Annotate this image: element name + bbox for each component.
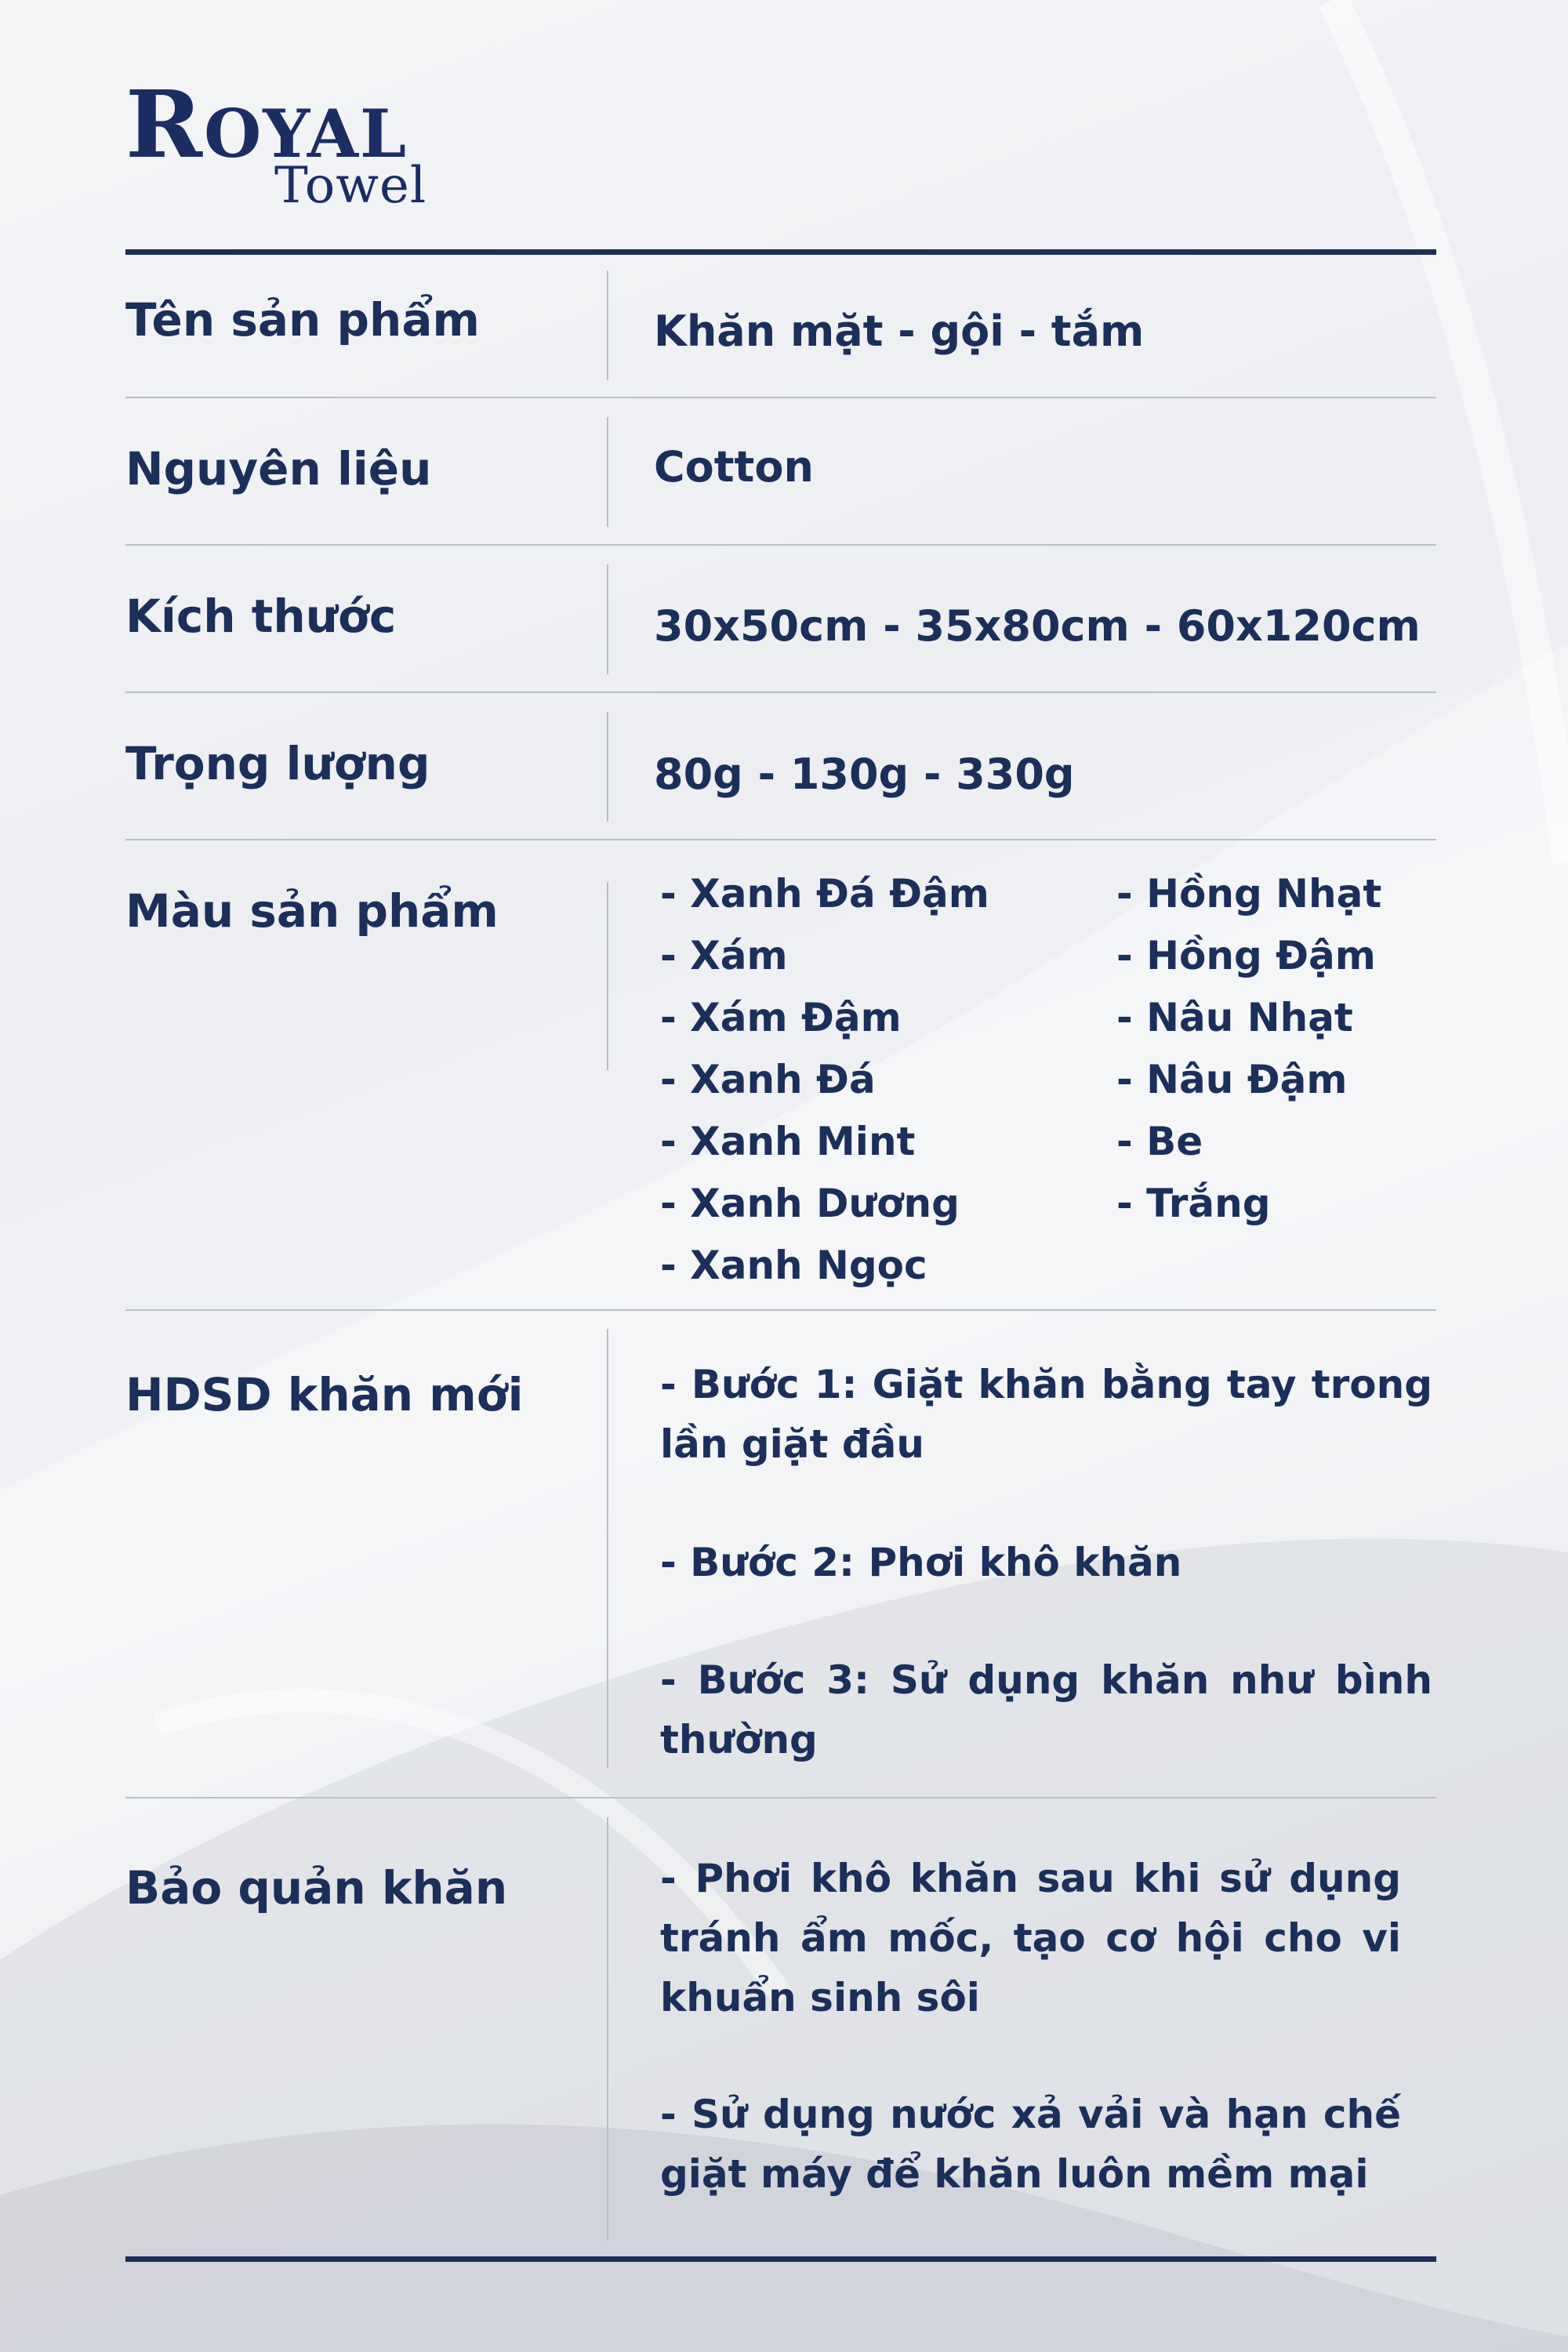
- care-item: - Sử dụng nước xả vải và hạn chế giặt máy để khăn luôn mềm mại: [660, 2092, 1401, 2197]
- label-colors: Màu sản phẩm: [125, 884, 499, 938]
- column-divider: [607, 270, 608, 380]
- color-item: - Xanh Đá: [660, 1057, 876, 1102]
- column-divider: [607, 417, 608, 527]
- color-item: - Nâu Nhạt: [1116, 995, 1353, 1040]
- label-product-name: Tên sản phẩm: [125, 293, 480, 347]
- color-item: - Xanh Ngọc: [660, 1243, 927, 1288]
- color-item: - Xám: [660, 933, 788, 978]
- row-divider: [125, 1797, 1436, 1798]
- color-column-right: [1116, 866, 1381, 1238]
- value-size: 30x50cm - 35x80cm - 60x120cm: [654, 601, 1421, 651]
- label-weight: Trọng lượng: [125, 737, 430, 790]
- logo-towel: Towel: [274, 157, 427, 215]
- row-divider: [125, 397, 1436, 398]
- color-item: - Xanh Đá Đậm: [660, 871, 989, 916]
- top-rule: [125, 249, 1436, 255]
- value-weight: 80g - 130g - 330g: [654, 750, 1075, 799]
- column-divider: [607, 882, 608, 1070]
- row-divider: [125, 1309, 1436, 1311]
- color-item: - Hồng Nhạt: [1116, 871, 1382, 916]
- label-material: Nguyên liệu: [125, 442, 432, 495]
- logo-royal: ROYAL: [125, 70, 408, 179]
- color-item: - Hồng Đậm: [1116, 933, 1376, 978]
- color-item: - Nâu Đậm: [1116, 1057, 1348, 1102]
- row-divider: [125, 839, 1436, 840]
- brand-logo: [125, 70, 455, 215]
- value-material: Cotton: [654, 442, 814, 492]
- color-item: - Xám Đậm: [660, 995, 902, 1040]
- label-usage-guide: HDSD khăn mới: [125, 1368, 524, 1421]
- color-item: - Be: [1116, 1119, 1203, 1164]
- row-divider: [125, 691, 1436, 693]
- color-item: - Trắng: [1116, 1181, 1271, 1226]
- bottom-rule: [125, 2256, 1436, 2262]
- color-item: - Xanh Mint: [660, 1119, 916, 1164]
- color-column-left: [660, 866, 989, 1300]
- usage-step: - Bước 2: Phơi khô khăn: [660, 1540, 1182, 1585]
- column-divider: [607, 712, 608, 822]
- label-size: Kích thước: [125, 590, 397, 643]
- column-divider: [607, 1817, 608, 2241]
- color-item: - Xanh Dương: [660, 1181, 960, 1226]
- label-care: Bảo quản khăn: [125, 1861, 508, 1915]
- value-product-name: Khăn mặt - gội - tắm: [654, 307, 1145, 356]
- care-item: - Phơi khô khăn sau khi sử dụng tránh ẩm mốc, tạo cơ hội cho vi khuẩn sinh sôi: [660, 1856, 1401, 2020]
- row-divider: [125, 544, 1436, 546]
- column-divider: [607, 564, 608, 674]
- column-divider: [607, 1329, 608, 1768]
- usage-step: - Bước 3: Sử dụng khăn như bình thường: [660, 1657, 1432, 1762]
- usage-step: - Bước 1: Giặt khăn bằng tay trong lần giặt đầu: [660, 1362, 1432, 1467]
